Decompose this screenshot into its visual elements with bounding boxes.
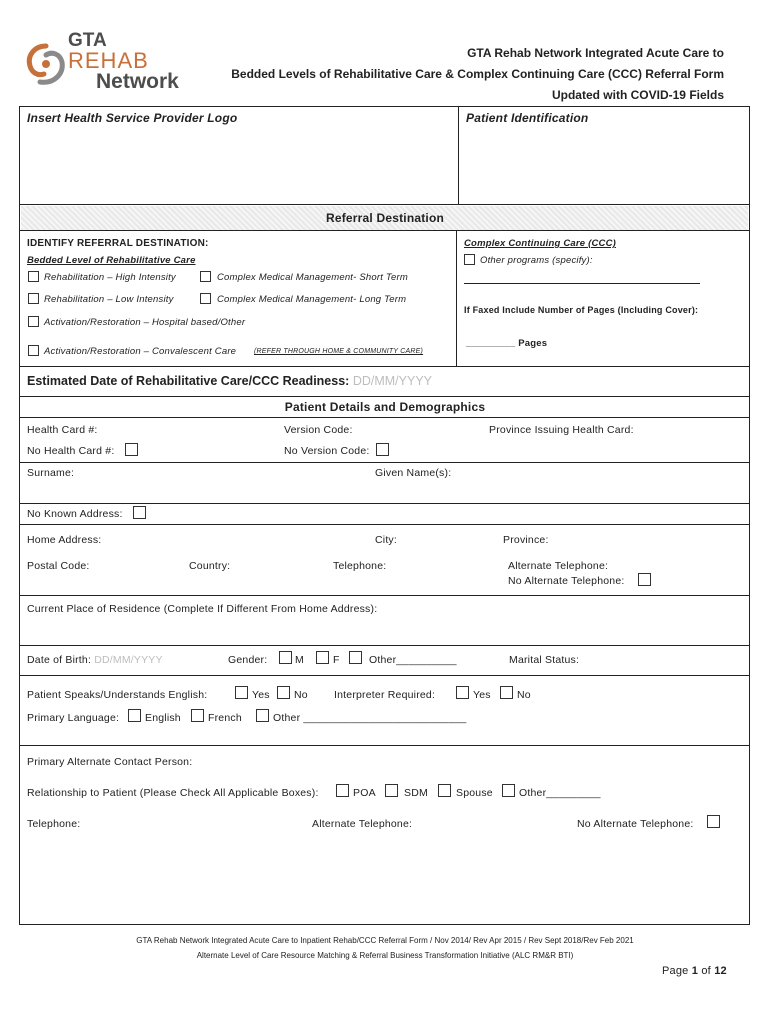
no-version-code-label: No Version Code: — [284, 445, 370, 457]
activation-convalescent-checkbox[interactable] — [28, 345, 39, 356]
gender-m-label: M — [295, 654, 304, 666]
complex-long-label: Complex Medical Management- Long Term — [217, 294, 407, 305]
patient-identification-label: Patient Identification — [466, 111, 589, 125]
readiness-label — [27, 374, 432, 388]
footer-revision-line: GTA Rehab Network Integrated Acute Care to Inpatient Rehab/CCC Referral Form / Nov 2014/ Rev Apr 2015 / Rev Sept 2018/Rev Feb 2021 — [136, 936, 634, 945]
french-checkbox[interactable] — [191, 709, 204, 722]
speaks-no-checkbox[interactable] — [277, 686, 290, 699]
interpreter-label: Interpreter Required: — [334, 689, 436, 701]
logo-network: Network — [96, 70, 179, 93]
no-known-address-checkbox[interactable] — [133, 506, 146, 519]
interpreter-no-label: No — [517, 689, 531, 701]
interpreter-yes-label: Yes — [473, 689, 491, 701]
logo-rehab: REHAB — [68, 48, 149, 73]
complex-short-checkbox[interactable] — [200, 271, 211, 282]
interpreter-no-checkbox[interactable] — [500, 686, 513, 699]
dob-label — [27, 654, 163, 666]
rehab-low-checkbox[interactable] — [28, 293, 39, 304]
no-alt-telephone-checkbox[interactable] — [638, 573, 651, 586]
form-title-line2: Bedded Levels of Rehabilitative Care & Complex Continuing Care (CCC) Referral Form — [231, 67, 724, 81]
postal-code-label: Postal Code: — [27, 560, 90, 572]
referral-destination-heading: Referral Destination — [325, 211, 445, 225]
health-card-label: Health Card #: — [27, 424, 98, 436]
spouse-checkbox[interactable] — [438, 784, 451, 797]
form-title-line1: GTA Rehab Network Integrated Acute Care to — [467, 46, 724, 60]
version-code-label: Version Code: — [284, 424, 353, 436]
no-health-card-label: No Health Card #: — [27, 445, 115, 457]
footer-initiative-line: Alternate Level of Care Resource Matching & Referral Business Transformation Initiative (ALC RM&R BTI) — [196, 951, 574, 960]
ccc-label: Complex Continuing Care (CCC) — [464, 238, 616, 249]
dob-input[interactable]: DD/MM/YYYY — [94, 654, 163, 666]
contact-no-alt-telephone-label: No Alternate Telephone: — [577, 818, 694, 830]
rehab-high-label: Rehabilitation – High Intensity — [44, 272, 176, 283]
no-health-card-checkbox[interactable] — [125, 443, 138, 456]
gender-label: Gender: — [228, 654, 268, 666]
gender-f-checkbox[interactable] — [316, 651, 329, 664]
swirl-icon — [24, 42, 68, 88]
patient-details-heading: Patient Details and Demographics — [284, 400, 486, 414]
primary-language-label: Primary Language: — [27, 712, 120, 724]
contact-telephone-label: Telephone: — [27, 818, 81, 830]
surname-label: Surname: — [27, 467, 75, 479]
dob-text: Date of Birth: — [27, 654, 92, 666]
activation-hospital-checkbox[interactable] — [28, 316, 39, 327]
poa-label: POA — [353, 787, 376, 799]
province-label: Province: — [503, 534, 549, 546]
logo-gta: GTA — [68, 30, 107, 51]
speaks-yes-label: Yes — [252, 689, 270, 701]
complex-long-checkbox[interactable] — [200, 293, 211, 304]
current-residence-label: Current Place of Residence (Complete If Different From Home Address): — [27, 603, 378, 615]
telephone-label: Telephone: — [333, 560, 387, 572]
gender-f-label: F — [333, 654, 340, 666]
city-label: City: — [375, 534, 397, 546]
other-language-field[interactable]: Other ___________________________ — [273, 712, 467, 724]
no-version-code-checkbox[interactable] — [376, 443, 389, 456]
no-alt-telephone-label: No Alternate Telephone: — [508, 575, 625, 587]
activation-hospital-label: Activation/Restoration – Hospital based/Other — [44, 317, 246, 328]
sdm-label: SDM — [404, 787, 428, 799]
provider-logo-label: Insert Health Service Provider Logo — [27, 111, 238, 125]
pages-field[interactable]: _________ Pages — [466, 338, 548, 349]
faxed-pages-label: If Faxed Include Number of Pages (Including Cover): — [464, 305, 699, 315]
gender-other-checkbox[interactable] — [349, 651, 362, 664]
gender-other-label[interactable]: Other__________ — [369, 654, 457, 666]
identify-destination-label: IDENTIFY REFERRAL DESTINATION: — [27, 238, 209, 249]
speaks-yes-checkbox[interactable] — [235, 686, 248, 699]
contact-alt-telephone-label: Alternate Telephone: — [312, 818, 413, 830]
readiness-date-input[interactable]: DD/MM/YYYY — [352, 374, 432, 388]
interpreter-yes-checkbox[interactable] — [456, 686, 469, 699]
other-programs-line[interactable] — [464, 283, 700, 284]
rehab-high-checkbox[interactable] — [28, 271, 39, 282]
form-title-line3: Updated with COVID-19 Fields — [551, 88, 724, 102]
gta-rehab-logo — [24, 30, 194, 100]
country-label: Country: — [189, 560, 231, 572]
complex-short-label: Complex Medical Management- Short Term — [217, 272, 408, 283]
english-checkbox[interactable] — [128, 709, 141, 722]
activation-convalescent-note: (REFER THROUGH HOME & COMMUNITY CARE) — [254, 348, 424, 355]
province-issuing-label: Province Issuing Health Card: — [489, 424, 634, 436]
speaks-english-label: Patient Speaks/Understands English: — [27, 689, 208, 701]
bedded-level-label: Bedded Level of Rehabilitative Care — [27, 255, 196, 266]
marital-status-label: Marital Status: — [509, 654, 580, 666]
no-known-address-label: No Known Address: — [27, 508, 123, 520]
poa-checkbox[interactable] — [336, 784, 349, 797]
alt-contact-label: Primary Alternate Contact Person: — [27, 756, 193, 768]
sdm-checkbox[interactable] — [385, 784, 398, 797]
contact-no-alt-telephone-checkbox[interactable] — [707, 815, 720, 828]
home-address-label: Home Address: — [27, 534, 102, 546]
other-language-checkbox[interactable] — [256, 709, 269, 722]
other-relationship-checkbox[interactable] — [502, 784, 515, 797]
spouse-label: Spouse — [456, 787, 493, 799]
gender-m-checkbox[interactable] — [279, 651, 292, 664]
relationship-label: Relationship to Patient (Please Check All Applicable Boxes): — [27, 787, 319, 799]
other-programs-checkbox[interactable] — [464, 254, 475, 265]
readiness-text: Estimated Date of Rehabilitative Care/CCC Readiness: — [27, 374, 350, 388]
page-number: Page 1 of 12 — [662, 965, 727, 977]
french-label: French — [208, 712, 242, 724]
other-programs-label: Other programs (specify): — [480, 255, 593, 266]
given-names-label: Given Name(s): — [375, 467, 452, 479]
other-relationship-field[interactable]: Other_________ — [519, 787, 601, 799]
speaks-no-label: No — [294, 689, 308, 701]
english-label: English — [145, 712, 181, 724]
activation-convalescent-label: Activation/Restoration – Convalescent Care — [44, 346, 237, 357]
alt-telephone-label: Alternate Telephone: — [508, 560, 609, 572]
rehab-low-label: Rehabilitation – Low Intensity — [44, 294, 174, 305]
